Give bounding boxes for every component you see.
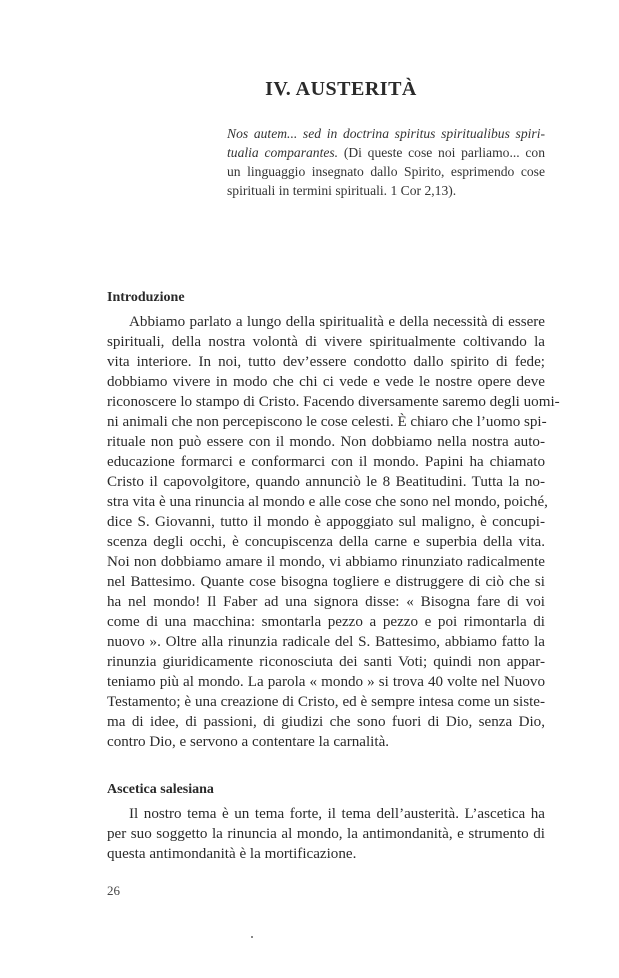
- text-line: Testamento; è una creazione di Cristo, ed è sempre intesa come un siste-: [107, 694, 545, 710]
- epigraph-line: [227, 143, 545, 162]
- text-line: Il nostro tema è un tema forte, il tema dell’austerità. L’ascetica ha: [129, 806, 545, 822]
- text-line: rinunzia giuridicamente riconosciuta dei santi Voti; quindi non appar-: [107, 654, 545, 670]
- text-line: ha nel mondo! Il Faber ad una signora disse: « Bisogna fare di voi: [107, 594, 545, 610]
- text-line: questa antimondanità è la mortificazione.: [107, 846, 357, 862]
- epigraph: [227, 124, 545, 200]
- epigraph-latin: tualia comparantes.: [227, 145, 339, 160]
- scan-speck: [251, 936, 253, 938]
- epigraph-line: [227, 181, 545, 200]
- text-line: dice S. Giovanni, tutto il mondo è appoggiato sul maligno, è concupi-: [107, 514, 545, 530]
- text-line: riconoscere lo stampo di Cristo. Facendo diversamente saremo degli uomi-: [107, 394, 560, 410]
- text-line: come di una macchina: smontarla pezzo a pezzo e poi rimontarla di: [107, 614, 545, 630]
- text-line: spirituali, della nostra volontà di vivere spiritualmente coltivando la: [107, 334, 545, 350]
- section-body-ascetica-salesiana: [107, 804, 545, 864]
- text-line: nel Battesimo. Quante cose bisogna togliere e distruggere di ciò che si: [107, 574, 545, 590]
- text-line: Cristo il capovolgitore, quando annunciò le 8 Beatitudini. Tutta la no-: [107, 474, 545, 490]
- epigraph-translation: un linguaggio insegnato dallo Spirito, esprimendo cose: [227, 164, 545, 179]
- section-gap: [107, 752, 545, 780]
- text-line: per suo soggetto la rinuncia al mondo, la antimondanità, e strumento di: [107, 826, 545, 842]
- epigraph-line: [227, 162, 545, 181]
- section-heading-ascetica-salesiana: Ascetica salesiana: [107, 782, 214, 797]
- epigraph-line: [227, 124, 545, 143]
- chapter-title: IV. AUSTERITÀ: [265, 78, 417, 100]
- text-line: dobbiamo vivere in modo che chi ci vede e vede le nostre opere deve: [107, 374, 545, 390]
- section-heading-introduzione: Introduzione: [107, 290, 185, 305]
- text-line: scenza degli occhi, è concupiscenza della carne e superbia della vita.: [107, 534, 545, 550]
- text-line: vita interiore. In noi, tutto dev’essere condotto dallo spirito di fede;: [107, 354, 545, 370]
- text-line: contro Dio, e servono a contentare la carnalità.: [107, 734, 390, 750]
- section-body-introduzione: [107, 312, 560, 752]
- text-line: rituale non può essere con il mondo. Non dobbiamo nella nostra auto-: [107, 434, 545, 450]
- epigraph-translation: spirituali in termini spirituali. 1 Cor 2,13).: [227, 183, 457, 198]
- text-line: ma di idee, di passioni, di giudizi che sono fuori di Dio, senza Dio,: [107, 714, 545, 730]
- page-number: 26: [107, 883, 120, 898]
- text-line: educazione formarci e conformarci con il mondo. Papini ha chiamato: [107, 454, 545, 470]
- text-line: ni animali che non percepiscono le cose celesti. È chiaro che l’uomo spi-: [107, 414, 547, 430]
- epigraph-latin: Nos autem... sed in doctrina spiritus spiritualibus spiri-: [227, 126, 545, 141]
- text-line: teniamo più al mondo. La parola « mondo » si trova 40 volte nel Nuovo: [107, 674, 545, 690]
- text-line: nuovo ». Oltre alla rinunzia radicale del S. Battesimo, abbiamo fatto la: [107, 634, 545, 650]
- text-line: stra vita è una rinuncia al mondo e alle cose che sono nel mondo, poiché,: [107, 494, 548, 510]
- epigraph-translation: (Di queste cose noi parliamo... con: [338, 145, 546, 160]
- text-line: Noi non dobbiamo amare il mondo, vi abbiamo rinunziato radicalmente: [107, 554, 545, 570]
- text-line: Abbiamo parlato a lungo della spiritualità e della necessità di essere: [129, 314, 545, 330]
